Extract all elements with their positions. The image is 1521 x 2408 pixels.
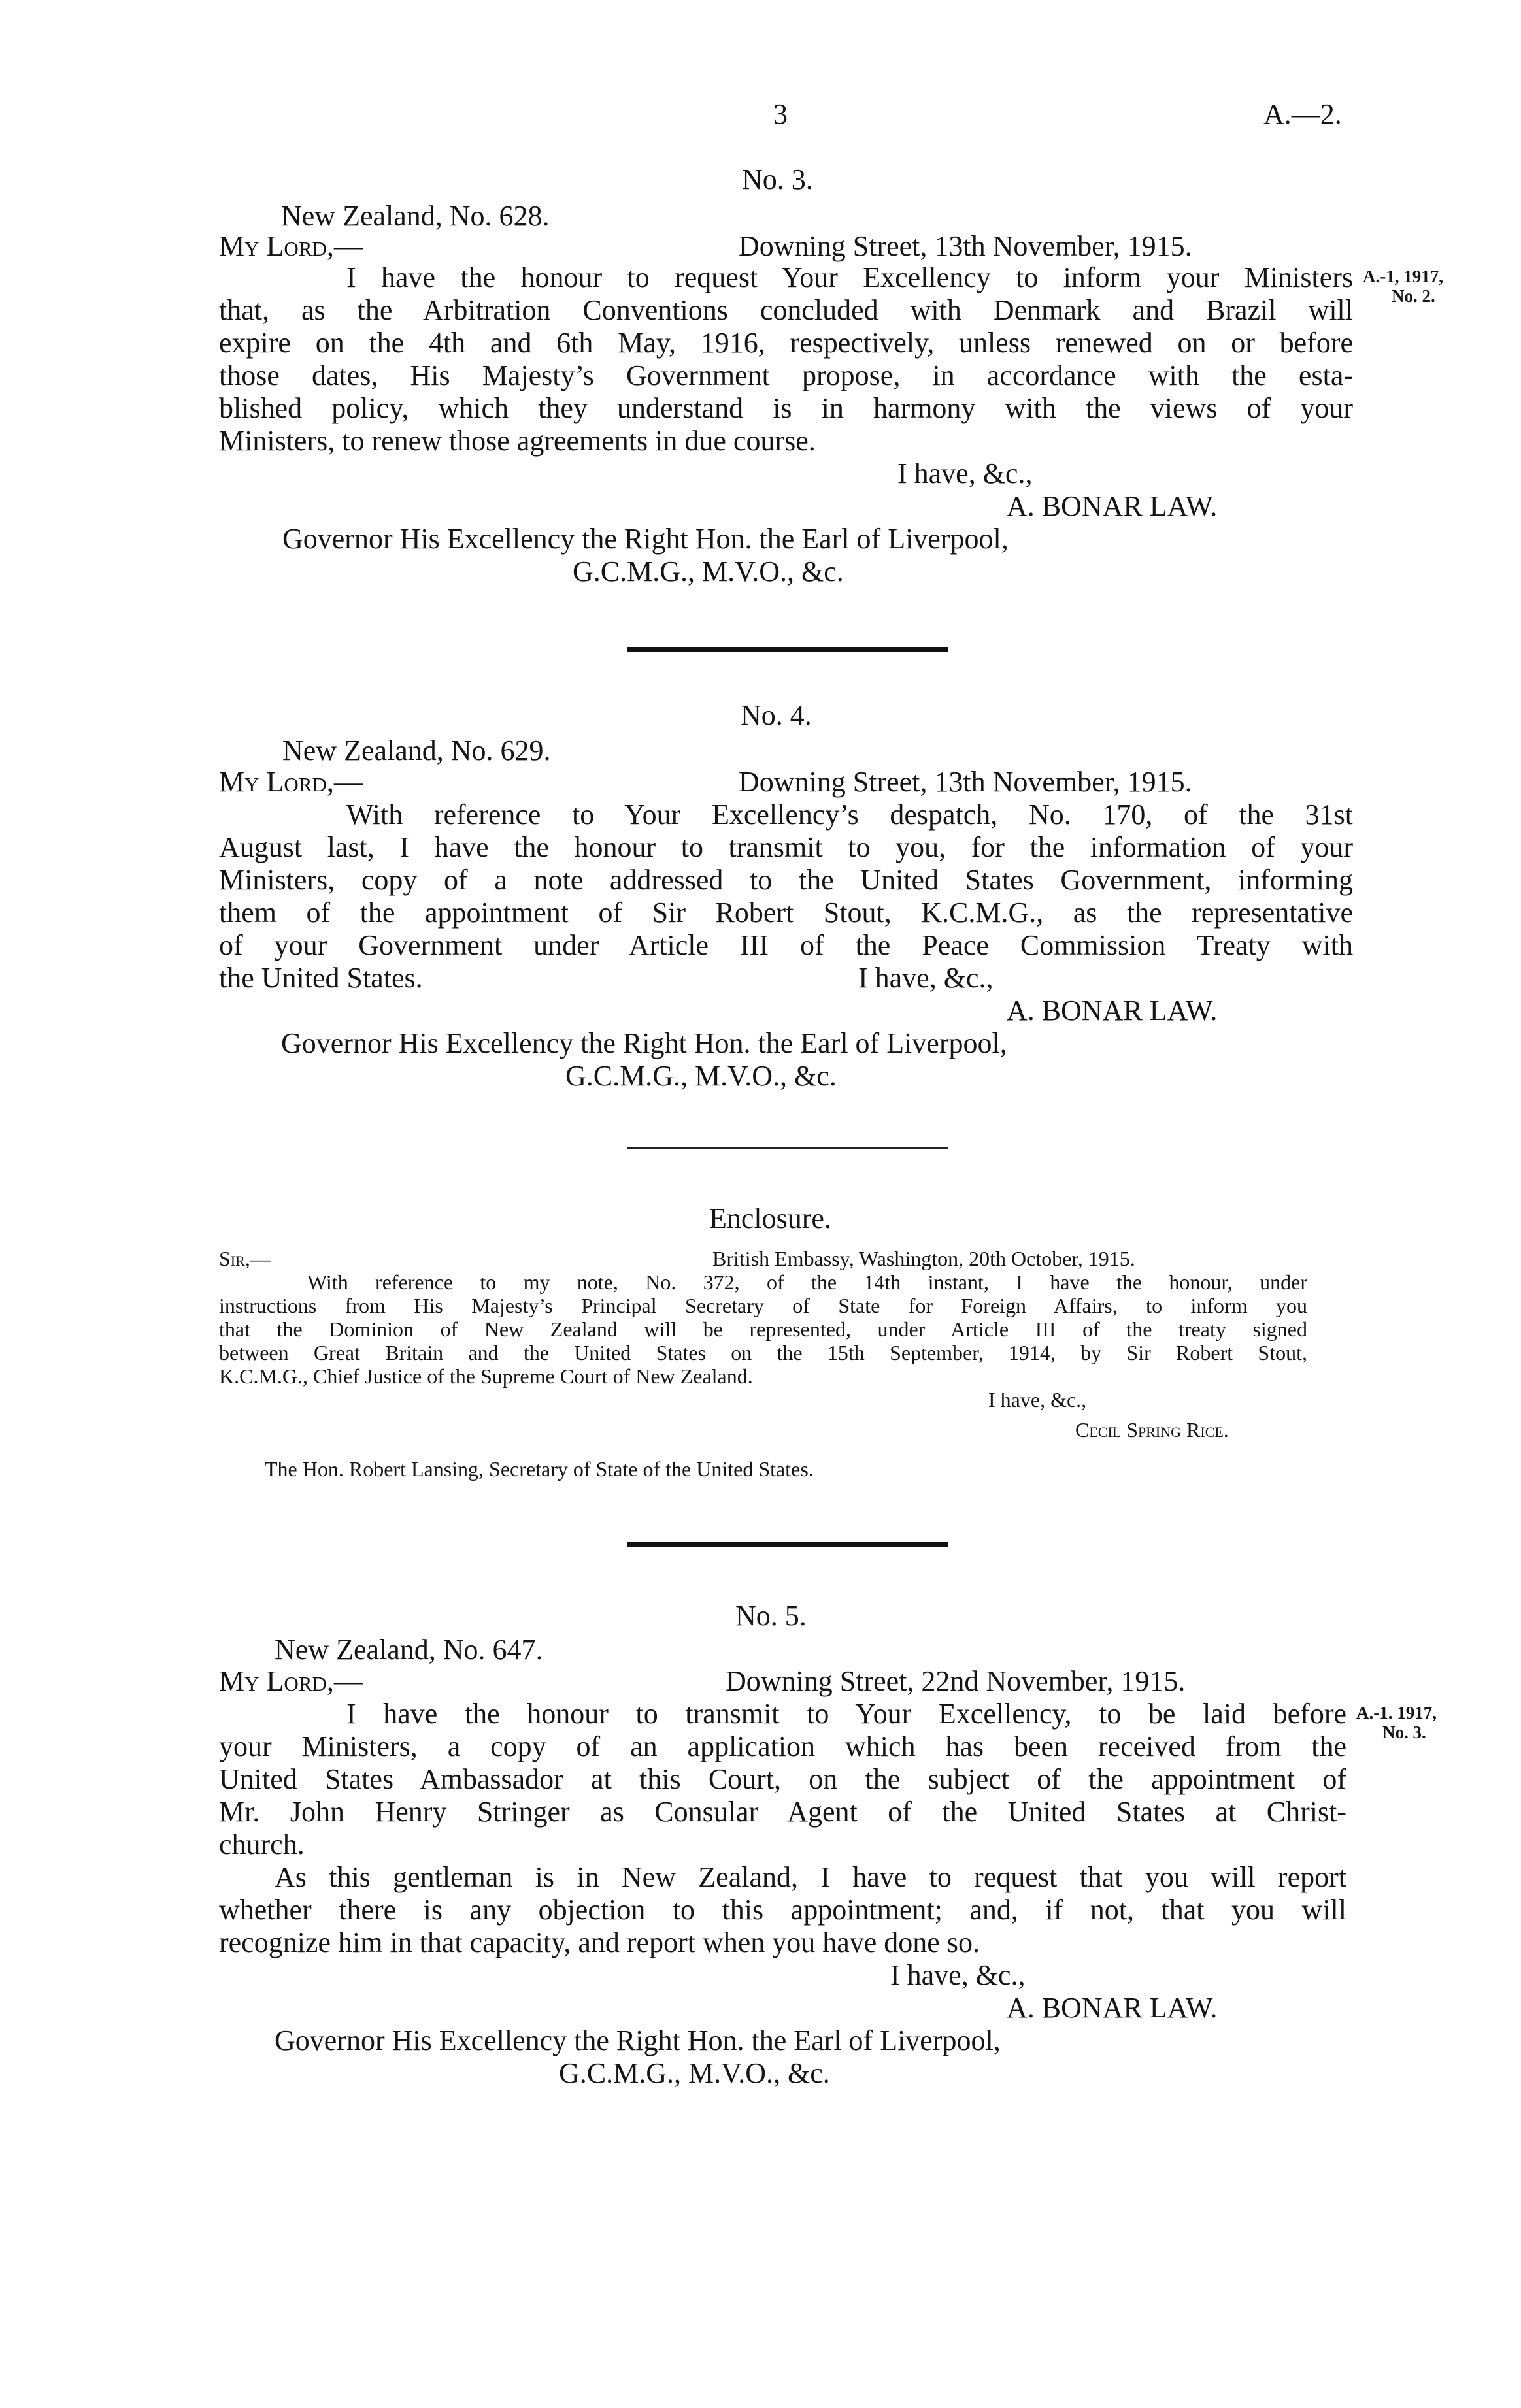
place-date: Downing Street, 22nd November, 1915.: [726, 1665, 1186, 1697]
body-line: expire on the 4th and 6th May, 1916, respectively, unless renewed on or before: [219, 327, 1353, 359]
margin-note: [1363, 267, 1443, 306]
addressee: Governor His Excellency the Right Hon. the Earl of Liverpool,: [281, 1027, 1007, 1059]
enclosure-addressee: The Hon. Robert Lansing, Secretary of State of the United States.: [265, 1457, 814, 1481]
body-line: the United States.: [219, 962, 423, 994]
section-divider: [627, 1147, 948, 1149]
closing: I have, &c.,: [890, 1959, 1026, 1991]
enclosure-body-line: With reference to my note, No. 372, of the 14th instant, I have the honour, under: [307, 1270, 1307, 1294]
margin-note-line: A.-1, 1917,: [1363, 267, 1443, 286]
despatch-heading: No. 3.: [742, 163, 813, 195]
body-line: Mr. John Henry Stringer as Consular Agent of the United States at Christ-: [219, 1796, 1346, 1828]
closing: I have, &c.,: [897, 457, 1033, 489]
signature: A. BONAR LAW.: [1007, 490, 1218, 522]
addressee: Governor His Excellency the Right Hon. the Earl of Liverpool,: [275, 2024, 1001, 2056]
section-divider: [627, 647, 948, 652]
despatch-heading: No. 4.: [741, 699, 812, 731]
margin-note-line: No. 3.: [1382, 1723, 1426, 1742]
addressee: Governor His Excellency the Right Hon. the Earl of Liverpool,: [282, 523, 1009, 555]
addressee: G.C.M.G., M.V.O., &c.: [573, 555, 844, 587]
body-line: church.: [219, 1828, 305, 1860]
body-line: Ministers, to renew those agreements in due course.: [219, 425, 816, 457]
body-line: your Ministers, a copy of an application which has been received from the: [219, 1730, 1346, 1762]
body-line: United States Ambassador at this Court, on the subject of the appointment of: [219, 1763, 1346, 1795]
place-date: Downing Street, 13th November, 1915.: [739, 230, 1192, 262]
salutation: My Lord,—: [219, 766, 363, 798]
despatch-reference: New Zealand, No. 629.: [282, 734, 551, 767]
margin-note: [1356, 1703, 1437, 1742]
despatch-reference: New Zealand, No. 628.: [281, 200, 550, 232]
margin-note-line: No. 2.: [1392, 286, 1435, 306]
body-line: those dates, His Majesty’s Government propose, in accordance with the esta-: [219, 359, 1353, 391]
body-line: of your Government under Article III of the Peace Commission Treaty with: [219, 929, 1353, 961]
page-number: 3: [773, 98, 788, 130]
body-line: recognize him in that capacity, and report when you have done so.: [219, 1926, 980, 1958]
despatch-reference: New Zealand, No. 647.: [275, 1634, 543, 1666]
body-line: I have the honour to request Your Excellency to inform your Ministers: [346, 261, 1353, 293]
document-reference: A.—2.: [1263, 98, 1342, 130]
salutation: My Lord,—: [219, 1665, 363, 1697]
despatch-heading: No. 5.: [735, 1600, 807, 1632]
enclosure-salutation: Sir,—: [219, 1247, 271, 1270]
body-line: that, as the Arbitration Conventions concluded with Denmark and Brazil will: [219, 294, 1353, 326]
enclosure-signature: Cecil Spring Rice.: [1075, 1418, 1229, 1442]
enclosure-body-line: K.C.M.G., Chief Justice of the Supreme Court of New Zealand.: [219, 1364, 753, 1388]
enclosure-body-line: that the Dominion of New Zealand will be represented, under Article III of the treaty signed: [219, 1317, 1307, 1341]
enclosure-body-line: between Great Britain and the United States on the 15th September, 1914, by Sir Robert Stout,: [219, 1341, 1307, 1364]
body-line: I have the honour to transmit to Your Excellency, to be laid before: [346, 1698, 1346, 1730]
salutation: My Lord,—: [219, 230, 363, 262]
signature: A. BONAR LAW.: [1007, 1992, 1218, 2024]
section-divider: [627, 1542, 948, 1547]
enclosure-body-line: instructions from His Majesty’s Principal Secretary of State for Foreign Affairs, to inform you: [219, 1294, 1307, 1317]
body-line: As this gentleman is in New Zealand, I have to request that you will report: [275, 1861, 1346, 1893]
enclosure-place-date: British Embassy, Washington, 20th October, 1915.: [712, 1247, 1135, 1270]
body-line: Ministers, copy of a note addressed to the United States Government, informing: [219, 864, 1353, 896]
body-line: them of the appointment of Sir Robert Stout, K.C.M.G., as the representative: [219, 897, 1353, 929]
body-line: whether there is any objection to this appointment; and, if not, that you will: [219, 1894, 1346, 1926]
body-line: With reference to Your Excellency’s despatch, No. 170, of the 31st: [346, 799, 1353, 831]
margin-note-line: A.-1. 1917,: [1356, 1703, 1437, 1723]
addressee: G.C.M.G., M.V.O., &c.: [565, 1060, 837, 1092]
signature: A. BONAR LAW.: [1007, 995, 1218, 1027]
place-date: Downing Street, 13th November, 1915.: [739, 766, 1192, 798]
closing: I have, &c.,: [858, 962, 994, 994]
addressee: G.C.M.G., M.V.O., &c.: [559, 2057, 830, 2089]
enclosure-heading: Enclosure.: [709, 1202, 831, 1234]
body-line: blished policy, which they understand is in harmony with the views of your: [219, 392, 1353, 424]
body-line: August last, I have the honour to transmit to you, for the information of your: [219, 831, 1353, 863]
enclosure-closing: I have, &c.,: [988, 1388, 1087, 1411]
